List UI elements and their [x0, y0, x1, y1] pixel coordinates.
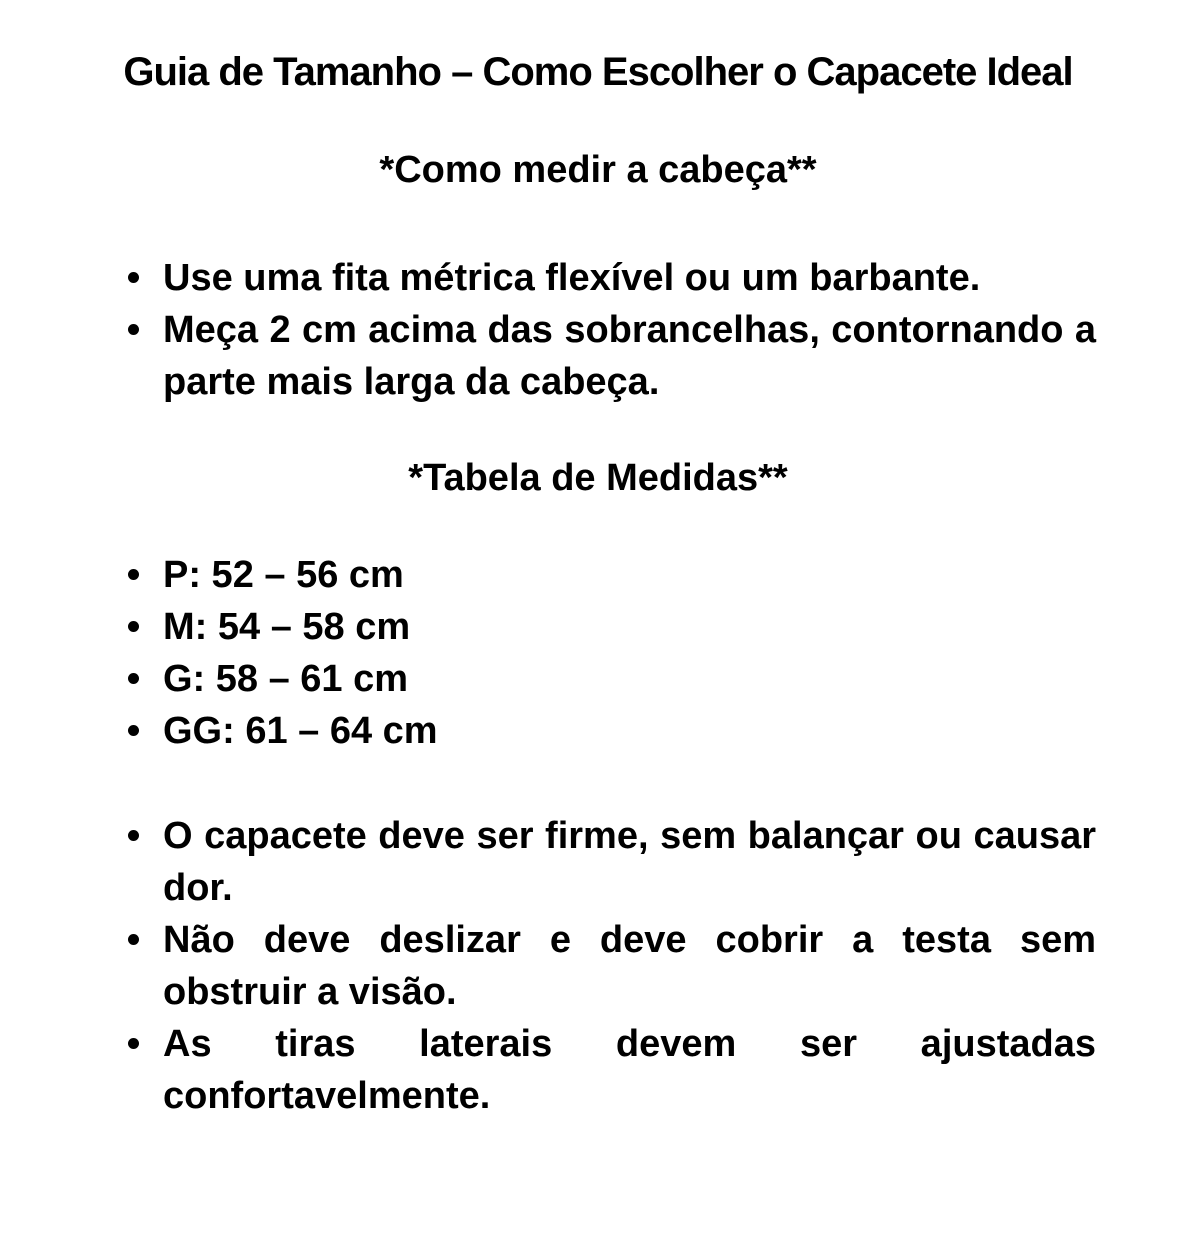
list-item-text: O capacete deve ser firme, sem balançar ou causar dor.	[163, 815, 1096, 909]
bullet-icon	[128, 725, 139, 736]
bullet-icon	[128, 621, 139, 632]
list-item	[100, 810, 1096, 914]
list-item-text: Meça 2 cm acima das sobrancelhas, contornando a parte mais larga da cabeça.	[163, 309, 1096, 403]
list-item	[100, 914, 1096, 1018]
list-item-text: M: 54 – 58 cm	[163, 606, 411, 648]
section-heading-como-medir: *Como medir a cabeça**	[379, 149, 817, 191]
list-item	[100, 601, 1096, 653]
page-title: Guia de Tamanho – Como Escolher o Capacete Ideal	[123, 50, 1073, 94]
list-item-text: GG: 61 – 64 cm	[163, 710, 438, 752]
bullet-icon	[128, 1038, 139, 1049]
list-item-text: As tiras laterais devem ser ajustadas confortavelmente.	[163, 1023, 1096, 1117]
bullet-icon	[128, 324, 139, 335]
list-item	[100, 304, 1096, 408]
fit-advice-list	[100, 810, 1096, 1122]
bullet-icon	[128, 934, 139, 945]
list-item	[100, 549, 1096, 601]
measure-instructions-list	[100, 252, 1096, 408]
list-item-text: Use uma fita métrica flexível ou um barbante.	[163, 257, 981, 299]
list-item	[100, 653, 1096, 705]
list-item	[100, 705, 1096, 757]
section-heading-tabela-medidas: *Tabela de Medidas**	[408, 457, 788, 499]
bullet-icon	[128, 569, 139, 580]
size-guide-document	[0, 47, 1200, 1122]
size-table-list	[100, 549, 1096, 757]
bullet-icon	[128, 673, 139, 684]
list-item	[100, 1018, 1096, 1122]
list-item-text: G: 58 – 61 cm	[163, 658, 409, 700]
bullet-icon	[128, 830, 139, 841]
bullet-icon	[128, 272, 139, 283]
list-item-text: P: 52 – 56 cm	[163, 554, 404, 596]
list-item-text: Não deve deslizar e deve cobrir a testa sem obstruir a visão.	[163, 919, 1096, 1013]
list-item	[100, 252, 1096, 304]
